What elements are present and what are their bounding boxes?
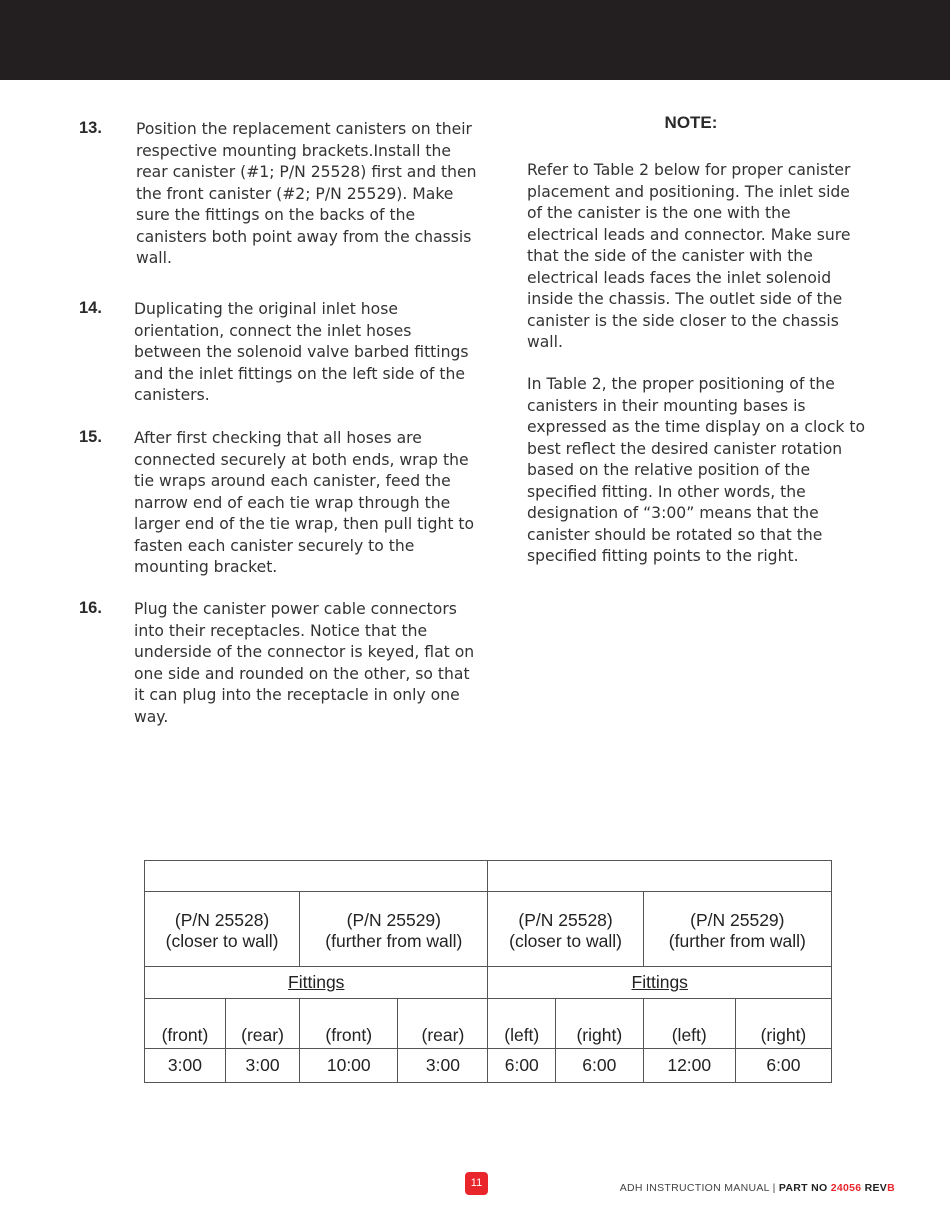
part-number-value: 24056: [830, 1182, 862, 1194]
fittings-cell: [488, 967, 832, 999]
table-row: [145, 892, 832, 967]
direction-cell: (left): [643, 999, 735, 1049]
step-text: Position the replacement canisters on their respective mounting brackets.Install the rear canister (#1; P/N 25528) first and then the front canister (#2; P/N 25529). Make sure the fittings on the backs of the canisters both point away from the chassis wall.: [136, 120, 477, 267]
value-cell: 3:00: [398, 1049, 488, 1083]
part-number: (P/N 25528): [174, 910, 270, 930]
fittings-cell: [145, 967, 488, 999]
part-location: (closer to wall): [165, 931, 279, 951]
step-number: 14.: [79, 299, 102, 317]
part-cell: [145, 892, 300, 967]
header-bar: [0, 0, 950, 80]
direction-cell: (left): [488, 999, 556, 1049]
part-label: PART NO: [778, 1182, 828, 1194]
part-cell: [300, 892, 488, 967]
step-number: 13.: [79, 119, 102, 137]
fittings-label: Fittings: [631, 972, 688, 992]
page-footer: [0, 1172, 950, 1202]
rev-label: REV: [864, 1182, 888, 1194]
part-location: (further from wall): [325, 931, 463, 951]
note-paragraph: In Table 2, the proper positioning of the canisters in their mounting bases is expressed as the time display on a clock to best reflect the desired canister rotation based on the relative position of the specified fitting. In other words, the designation of “3:00” means that the canister should be rotated so that the specified fitting points to the right.: [527, 375, 866, 565]
part-location: (closer to wall): [509, 931, 622, 951]
part-number: (P/N 25528): [518, 910, 613, 930]
value-cell: 3:00: [225, 1049, 299, 1083]
direction-cell: (front): [145, 999, 226, 1049]
direction-cell: (front): [300, 999, 398, 1049]
manual-title: ADH INSTRUCTION MANUAL: [619, 1182, 770, 1194]
value-cell: 3:00: [145, 1049, 226, 1083]
fittings-label: Fittings: [288, 972, 345, 992]
canister-position-table: [144, 860, 832, 1083]
table-row: [145, 1049, 832, 1083]
part-cell: [643, 892, 831, 967]
table-cell: [145, 861, 488, 892]
direction-cell: (rear): [225, 999, 299, 1049]
step-text: Duplicating the original inlet hose orientation, connect the inlet hoses between the solenoid valve barbed fittings and the inlet fittings on the left side of the canisters.: [134, 300, 469, 404]
direction-cell: (right): [556, 999, 644, 1049]
footer-text: [620, 1182, 895, 1194]
value-cell: 10:00: [300, 1049, 398, 1083]
direction-cell: (rear): [398, 999, 488, 1049]
step-number: 15.: [79, 428, 102, 446]
table-header-row: [145, 861, 832, 892]
step-text: Plug the canister power cable connectors into their receptacles. Notice that the underside of the connector is keyed, flat on one side and rounded on the other, so that it can plug into the receptacle in only one way.: [134, 600, 475, 726]
part-number: (P/N 25529): [346, 910, 441, 930]
table-cell: [488, 861, 832, 892]
part-cell: [488, 892, 643, 967]
value-cell: 12:00: [643, 1049, 735, 1083]
page-number: 11: [465, 1172, 488, 1195]
note-title: NOTE:: [664, 113, 718, 132]
footer-separator: |: [772, 1182, 776, 1194]
step-number: 16.: [79, 599, 102, 617]
value-cell: 6:00: [488, 1049, 556, 1083]
table-row: [145, 967, 832, 999]
value-cell: 6:00: [735, 1049, 831, 1083]
table-row: [145, 999, 832, 1049]
part-location: (further from wall): [668, 931, 806, 951]
step-text: After first checking that all hoses are connected securely at both ends, wrap the tie wraps around each canister, feed the narrow end of each tie wrap through the larger end of the tie wrap, then pull tight to fasten each canister securely to the mounting bracket.: [134, 429, 475, 576]
part-number: (P/N 25529): [690, 910, 785, 930]
rev-value: B: [887, 1182, 895, 1194]
note-paragraph: Refer to Table 2 below for proper canister placement and positioning. The inlet side of the canister is the one with the electrical leads and connector. Make sure that the side of the canister with the electrical leads faces the inlet solenoid inside the chassis. The outlet side of the canister is the side closer to the chassis wall.: [527, 161, 851, 351]
direction-cell: (right): [735, 999, 831, 1049]
value-cell: 6:00: [556, 1049, 644, 1083]
